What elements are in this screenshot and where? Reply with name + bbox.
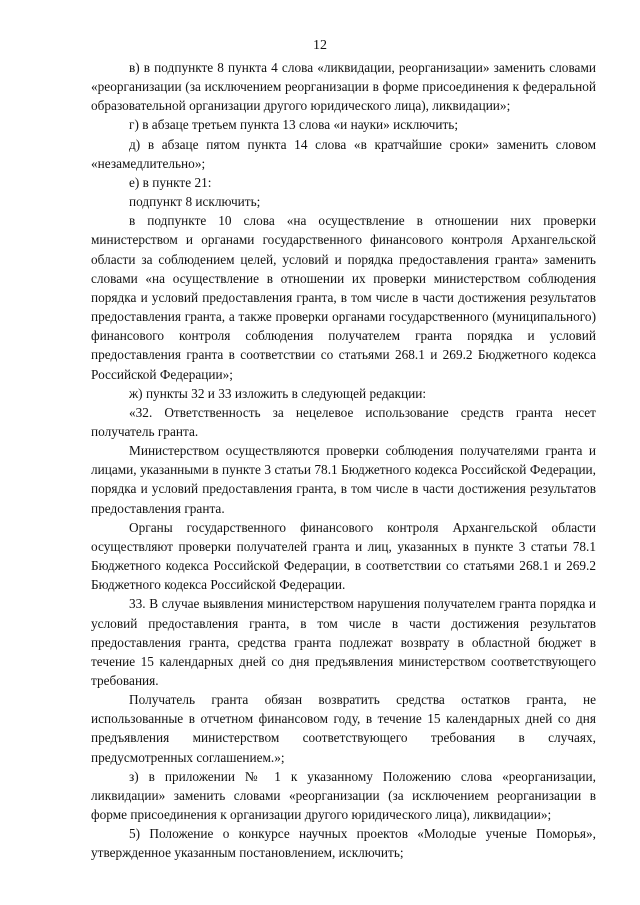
paragraph-z: з) в приложении № 1 к указанному Положению слова «реорганизации, ликвидации» заменить словами «реорганизации (за исключением реорганизации в форме присоединения к организации другого юридического лица), ликвидации»;	[91, 768, 596, 823]
paragraph-ministry-checks: Министерством осуществляются проверки соблюдения получателями гранта и лицами, указанными в пункте 3 статьи 78.1 Бюджетного кодекса Российской Федерации, порядка и условий предоставления гранта, в том числе в части достижения результатов предоставления гранта.	[91, 443, 596, 516]
paragraph-item-32: «32. Ответственность за нецелевое использование средств гранта несет получатель гранта.	[91, 404, 596, 439]
paragraph-subitem-10: в подпункте 10 слова «на осуществление в отношении них проверки министерством и органами государственного финансового контроля Архангельской области за соблюдением целей, условий и порядка предоставления гранта» заменить словами «на осуществление в отношении их проверки министерством соблюдения порядка и условий предоставления гранта, в том числе в части достижения результатов предоставления гранта, а также проверки органами государственного (муниципального) финансового контроля соблюдения получателем гранта порядка и условий предоставления гранта в соответствии со статьями 268.1 и 269.2 Бюджетного кодекса Российской Федерации»;	[91, 213, 596, 382]
paragraph-subitem-8: подпункт 8 исключить;	[129, 194, 261, 210]
paragraph-v: в) в подпункте 8 пункта 4 слова «ликвидации, реорганизации» заменить словами «реорганизации (за исключением реорганизации в форме присоединения к федеральной образовательной организации другого юридического лица), ликвидации»;	[91, 60, 596, 114]
paragraph-grant-return: Получатель гранта обязан возвратить средства остатков гранта, не использованные в отчетном финансовом году, в течение 15 календарных дней со дня предъявления министерством соответствующего требования в случаях, предусмотренных соглашением.»;	[91, 692, 596, 765]
page-number: 12	[313, 38, 327, 53]
paragraph-g: г) в абзаце третьем пункта 13 слова «и науки» исключить;	[129, 117, 459, 133]
paragraph-zh: ж) пункты 32 и 33 изложить в следующей редакции:	[129, 385, 427, 401]
document-body	[91, 58, 596, 863]
paragraph-d: д) в абзаце пятом пункта 14 слова «в кратчайшие сроки» заменить словом «незамедлительно»;	[91, 136, 596, 171]
paragraph-e: е) в пункте 21:	[129, 174, 212, 190]
paragraph-financial-control: Органы государственного финансового контроля Архангельской области осуществляют проверки получателей гранта и лиц, указанных в пункте 3 статьи 78.1 Бюджетного кодекса Российской Федерации, в соответствии со статьями 268.1 и 269.2 Бюджетного кодекса Российской Федерации.	[91, 519, 596, 593]
paragraph-item-33: 33. В случае выявления министерством нарушения получателем гранта порядка и условий предоставления гранта, в том числе в части достижения результатов предоставления гранта, средства гранта подлежат возврату в областной бюджет в течение 15 календарных дней со дня предъявления министерством соответствующего требования.	[91, 596, 596, 688]
paragraph-5: 5) Положение о конкурсе научных проектов «Молодые ученые Поморья», утвержденное указанным постановлением, исключить;	[91, 826, 596, 861]
